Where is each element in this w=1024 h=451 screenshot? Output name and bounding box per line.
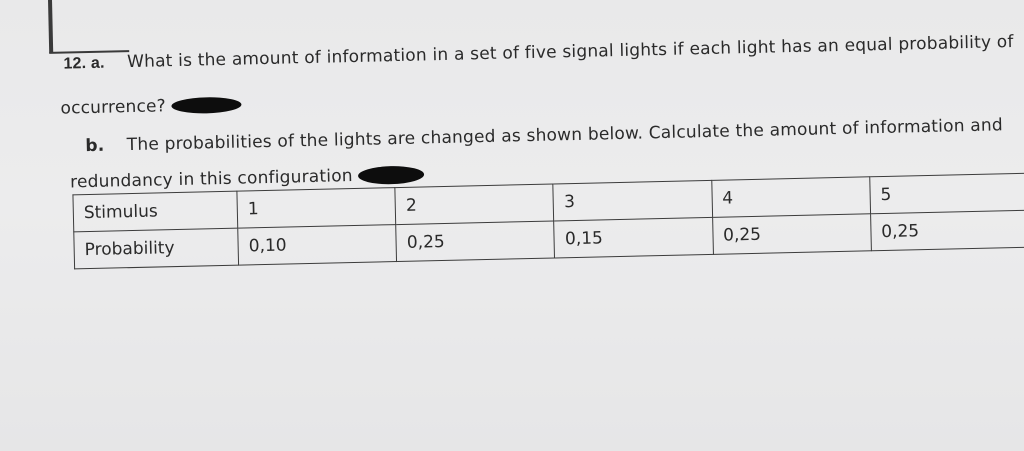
question-b-label: b. [85, 135, 105, 157]
table-cell: 2 [395, 184, 554, 225]
question-a-line2 [60, 95, 241, 119]
row-header-stimulus: Stimulus [73, 191, 238, 232]
question-b-text-cont: redundancy in this configuration [69, 166, 354, 193]
table-cell: 0,10 [238, 225, 397, 266]
row-header-probability: Probability [74, 228, 239, 269]
table-cell: 1 [237, 188, 396, 229]
question-a-line1 [63, 32, 1014, 74]
question-b-line1 [85, 115, 1003, 156]
question-a-text-cont: occurrence? [60, 96, 167, 119]
question-a-text: What is the amount of information in a set of five signal lights if each light has an equal probability of [126, 32, 1014, 73]
table-cell: 0,25 [396, 221, 555, 262]
question-number: 12. a. [63, 54, 105, 73]
table-cell: 0,25 [712, 214, 871, 255]
table-cell: 0,25 [870, 210, 1024, 251]
question-b-text: The probabilities of the lights are changed as shown below. Calculate the amount of information and [126, 115, 1004, 156]
box-border-line [48, 0, 53, 53]
table-cell: 4 [711, 177, 870, 218]
redaction-mark [171, 97, 241, 115]
redaction-mark [358, 165, 424, 184]
table-cell: 5 [870, 173, 1024, 214]
table-cell: 3 [553, 180, 712, 221]
table-cell: 0,15 [554, 217, 713, 258]
